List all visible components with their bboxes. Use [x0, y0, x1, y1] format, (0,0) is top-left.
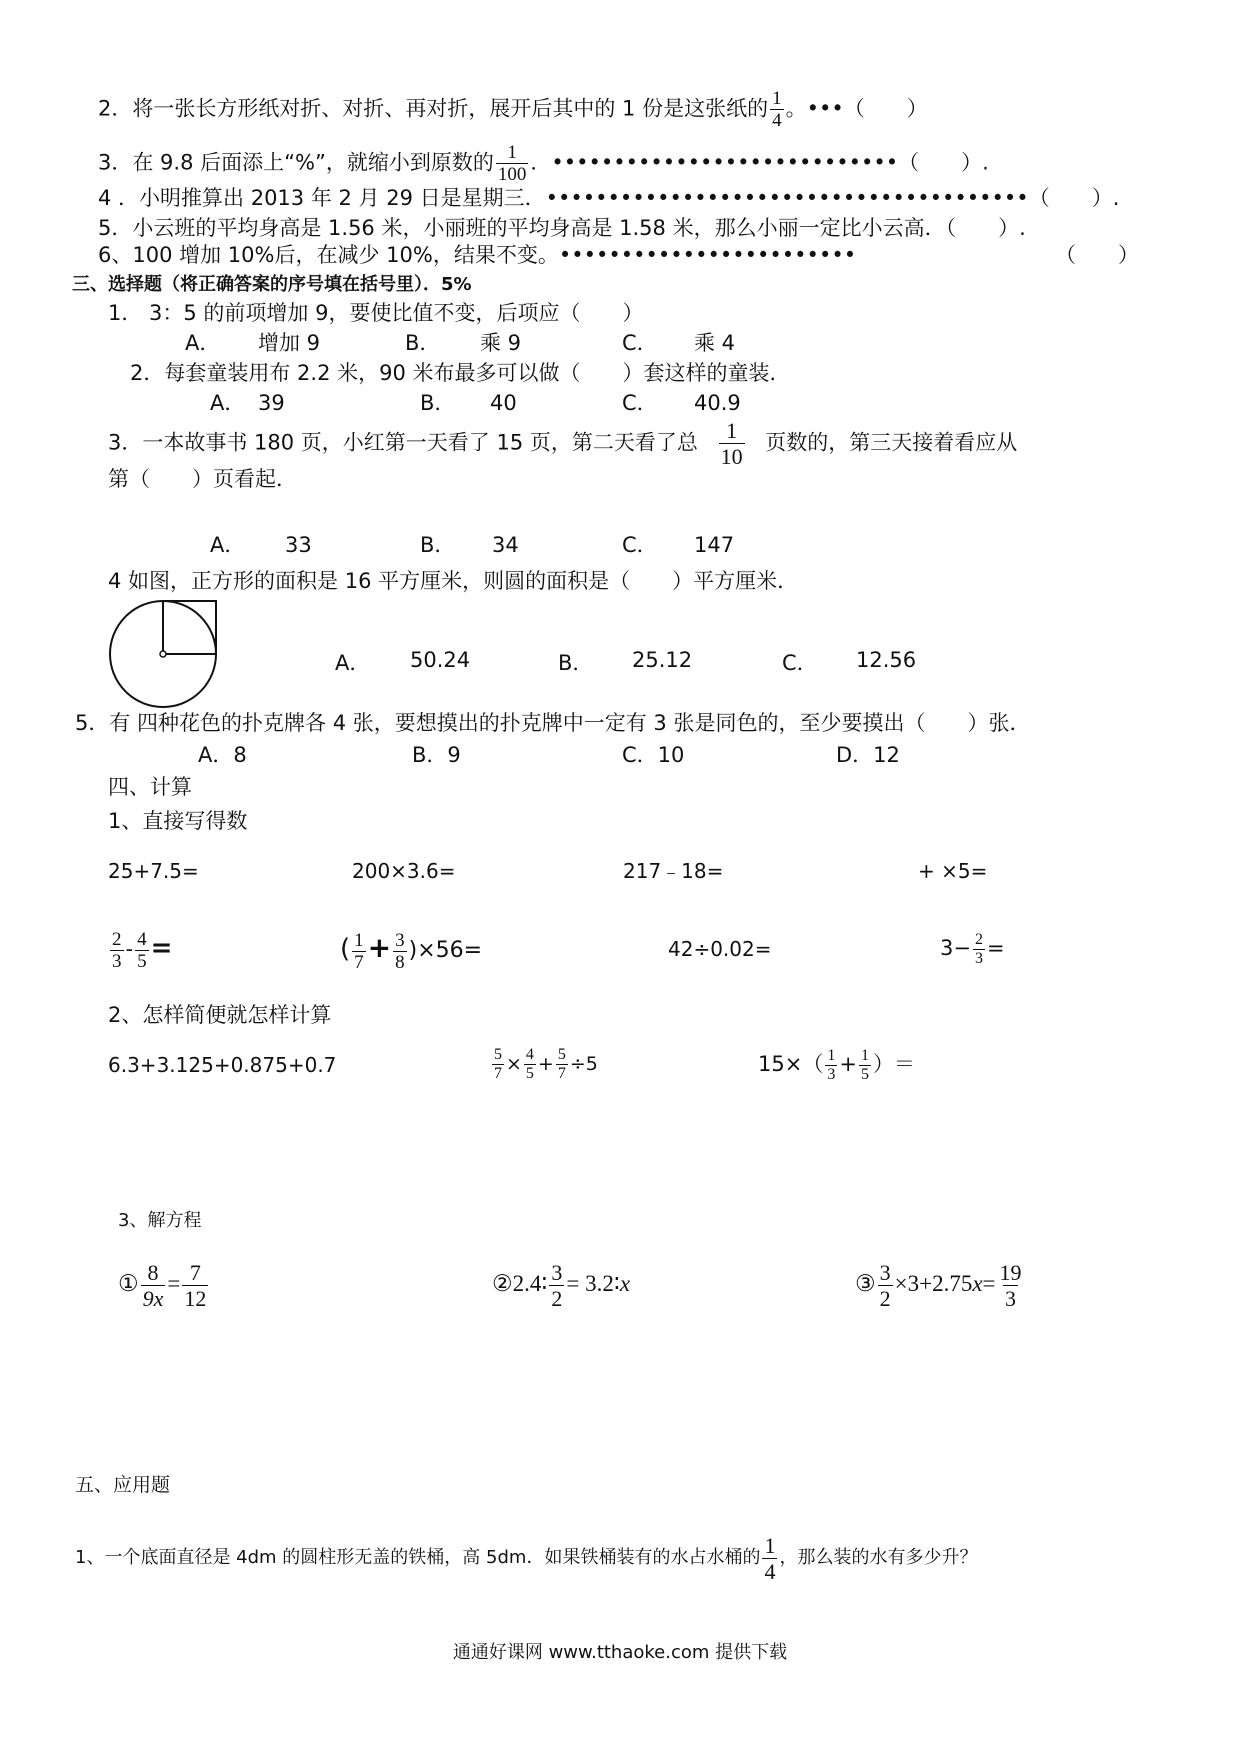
judge-q2-tail: 。•••（ ）: [785, 96, 928, 121]
frac-den: 4: [764, 1558, 776, 1584]
choice-q3-stem-c: 第（ ）页看起．: [108, 467, 297, 491]
calc-r2-e1: [108, 922, 172, 975]
frac-num: 4: [137, 928, 147, 950]
frac-num: 1: [726, 418, 738, 443]
operator: +: [367, 931, 392, 964]
choice-q2-c: 40.9: [694, 391, 741, 415]
calc-sub2: 2、怎样简便就怎样计算: [108, 1003, 332, 1027]
tail: ）＝: [872, 1052, 915, 1076]
frac-den: 5: [860, 1065, 869, 1083]
frac-num: 8: [147, 1260, 159, 1286]
apply-q1: [75, 1528, 977, 1588]
choice-q2-c-label: C．: [622, 391, 658, 415]
judge-q3: [98, 142, 989, 185]
frac-den: 4: [772, 110, 782, 131]
fraction: [141, 1260, 166, 1311]
equals: =: [982, 1271, 996, 1296]
fraction: [549, 1260, 564, 1311]
fraction: [762, 1533, 777, 1584]
fraction: [825, 1047, 837, 1084]
judge-q6-bracket: （ ）: [1055, 243, 1139, 267]
frac-num: 2: [112, 928, 122, 950]
judge-q3-text: 3．在 9.8 后面添上“%”，就缩小到原数的: [98, 150, 494, 175]
choice-q4-b-label: B．: [558, 651, 594, 675]
circle-square-figure: [108, 598, 228, 710]
tail: = 3.2∶: [566, 1271, 620, 1296]
frac-num: 5: [494, 1046, 502, 1063]
frac-den: 3: [974, 949, 983, 967]
equation-3: [855, 1255, 1026, 1313]
frac-den: 100: [497, 164, 527, 185]
operator: +: [839, 1052, 857, 1076]
footer-credit: 通通好课网 www.tthaoke.com 提供下载: [452, 1642, 788, 1663]
calc-r3-e1: 6.3+3.125+0.875+0.7: [108, 1053, 337, 1077]
paren: (: [340, 934, 351, 964]
frac-num: 3: [551, 1260, 563, 1286]
calc-r1-e1: 25+7.5=: [108, 859, 199, 883]
frac-num: 2: [974, 930, 983, 948]
frac-den: 7: [557, 1065, 566, 1082]
fraction: [859, 1047, 871, 1084]
frac-num: 3: [879, 1260, 891, 1286]
section-heading-choice: 三、选择题（将正确答案的序号填在括号里）．5%: [72, 274, 472, 295]
calc-r3-e3: [758, 1038, 915, 1090]
choice-q5-a: A．8: [198, 743, 247, 767]
apply-q1-text: 1、一个底面直径是 4dm 的圆柱形无盖的铁桶，高 5dm．如果铁桶装有的水占水桶的: [75, 1547, 761, 1568]
paren-tail: )×56=: [408, 938, 483, 963]
choice-q3-c-label: C．: [622, 533, 658, 557]
equals: =: [150, 933, 173, 963]
frac-num: 1: [507, 142, 517, 163]
choice-q5-b: B．9: [412, 743, 461, 767]
frac-den: 12: [184, 1286, 207, 1312]
eq-mark: ①: [118, 1271, 139, 1296]
calc-r2-e3: 42÷0.02=: [668, 937, 772, 961]
choice-q1-b-label: B．: [405, 331, 441, 355]
frac-num: 4: [525, 1046, 534, 1063]
frac-num: 7: [189, 1260, 201, 1286]
choice-q4-c: 12.56: [856, 648, 917, 672]
choice-q2-stem: 2．每套童装用布 2.2 米，90 米布最多可以做（ ）套这样的童装．: [130, 361, 791, 385]
apply-q1-tail: ，那么装的水有多少升？: [779, 1547, 978, 1568]
choice-q4-b: 25.12: [632, 648, 693, 672]
frac-den: 3: [112, 950, 122, 972]
choice-q3-stem-a: 3．一本故事书 180 页，小红第一天看了 15 页，第二天看了总: [108, 430, 698, 455]
operator: +: [537, 1053, 554, 1075]
equals: =: [167, 1271, 181, 1296]
calc-sub1: 1、直接写得数: [108, 809, 248, 833]
fraction: [182, 1260, 208, 1311]
choice-q1-c: 乘 4: [694, 331, 736, 355]
section-heading-calc: 四、计算: [108, 775, 192, 799]
choice-q3-stem: [108, 418, 1017, 469]
fraction: [770, 88, 784, 131]
equation-1: [118, 1255, 210, 1313]
lead: 15×（: [758, 1052, 824, 1076]
choice-q4-a-label: A．: [335, 651, 371, 675]
choice-q5-c: C．10: [622, 743, 685, 767]
choice-q4-a: 50.24: [410, 648, 471, 672]
choice-q4-c-label: C．: [782, 651, 818, 675]
calc-r1-e2: 200×3.6=: [352, 859, 456, 883]
frac-num: 1: [772, 88, 782, 109]
operator: -: [125, 937, 134, 961]
lead: 2.4∶: [512, 1271, 548, 1296]
calc-sub3: 3、解方程: [118, 1210, 202, 1231]
calc-r1-e3: 217﹣18=: [623, 859, 724, 883]
center-dot: [160, 651, 166, 657]
frac-den: 7: [354, 951, 364, 973]
judge-q2: [98, 88, 928, 131]
frac-den: 2: [551, 1286, 563, 1312]
fraction: [556, 1046, 568, 1083]
equation-2: [492, 1255, 630, 1313]
fraction: [352, 930, 366, 973]
frac-den: 7: [494, 1065, 502, 1082]
frac-num: 1: [860, 1046, 869, 1064]
choice-q1-stem: 1． 3：5 的前项增加 9，要使比值不变，后项应（ ）: [108, 301, 644, 325]
choice-q1-a-label: A．: [185, 331, 221, 355]
section-heading-apply: 五、应用题: [75, 1474, 171, 1496]
frac-den: 10: [720, 444, 743, 469]
choice-q3-c: 147: [694, 533, 735, 557]
fraction: [973, 931, 985, 968]
eq-mark: ③: [855, 1271, 876, 1296]
choice-q5-d: D．12: [836, 743, 900, 767]
tail: ÷5: [569, 1053, 598, 1075]
choice-q5-stem: 5．有 四种花色的扑克牌各 4 张，要想摸出的扑克牌中一定有 3 张是同色的，至少要摸出（ ）张．: [75, 711, 1031, 735]
fraction: [393, 930, 407, 973]
choice-q2-b: 40: [490, 391, 517, 415]
frac-den: 9x: [142, 1286, 164, 1312]
calc-r3-e2: [490, 1038, 598, 1090]
frac-den: 5: [525, 1065, 534, 1082]
judge-q3-tail: ．••••••••••••••••••••••••••••（ ）.: [530, 150, 989, 175]
variable: x: [972, 1271, 983, 1296]
frac-den: 3: [827, 1065, 836, 1083]
choice-q4-stem: 4 如图，正方形的面积是 16 平方厘米，则圆的面积是（ ）平方厘米．: [108, 569, 799, 593]
frac-den: 5: [137, 950, 147, 972]
frac-num: 5: [557, 1046, 566, 1063]
fraction: [496, 142, 529, 185]
fraction: [135, 929, 149, 972]
frac-num: 1: [354, 929, 364, 951]
lead: 3−: [940, 936, 971, 960]
fraction: [492, 1046, 504, 1083]
frac-num: 1: [827, 1046, 836, 1064]
judge-q4: 4 ．小明推算出 2013 年 2 月 29 日是星期三．•••••••••••••••••••••••••••••••••••••••（ ）.: [98, 186, 1120, 210]
judge-q5: 5．小云班的平均身高是 1.56 米，小丽班的平均身高是 1.58 米，那么小丽一定比小云高．（ ）.: [98, 216, 1026, 240]
frac-den: 8: [395, 951, 405, 973]
judge-q6: [98, 240, 856, 270]
choice-q3-a-label: A．: [210, 533, 246, 557]
choice-q3-b: 34: [492, 533, 519, 557]
frac-num: 3: [395, 929, 405, 951]
mid: ×3+2.75: [894, 1271, 973, 1296]
calc-r1-e4: + ×5=: [918, 859, 988, 883]
calc-r2-e2: [340, 922, 482, 977]
fraction: [998, 1260, 1024, 1311]
variable: x: [619, 1271, 631, 1296]
judge-q2-text: 2．将一张长方形纸对折、对折、再对折，展开后其中的 1 份是这张纸的: [98, 96, 769, 121]
choice-q1-b: 乘 9: [480, 331, 522, 355]
calc-r2-e4: [940, 922, 1005, 974]
frac-den: 2: [879, 1286, 891, 1312]
choice-q3-a: 33: [285, 533, 312, 557]
frac-num: 19: [999, 1260, 1022, 1286]
choice-q3-b-label: B．: [420, 533, 456, 557]
choice-q1-c-label: C．: [622, 331, 658, 355]
judge-q6-text: 6、100 增加 10%后，在减少 10%，结果不变。••••••••••••••••••••••••: [98, 243, 857, 267]
equals: =: [986, 936, 1005, 960]
choice-q2-a: 39: [258, 391, 285, 415]
fraction: [524, 1046, 536, 1083]
operator: ×: [506, 1053, 522, 1075]
eq-mark: ②: [492, 1271, 513, 1296]
frac-den: 3: [1005, 1286, 1017, 1312]
fraction: [110, 929, 124, 972]
frac-num: 1: [764, 1532, 776, 1558]
choice-q2-b-label: B．: [420, 391, 456, 415]
choice-q1-a: 增加 9: [258, 331, 321, 355]
fraction: [719, 418, 745, 469]
fraction: [878, 1260, 893, 1311]
choice-q2-a-label: A．: [210, 391, 246, 415]
choice-q3-stem-b: 页数的，第三天接着看应从: [765, 430, 1018, 455]
